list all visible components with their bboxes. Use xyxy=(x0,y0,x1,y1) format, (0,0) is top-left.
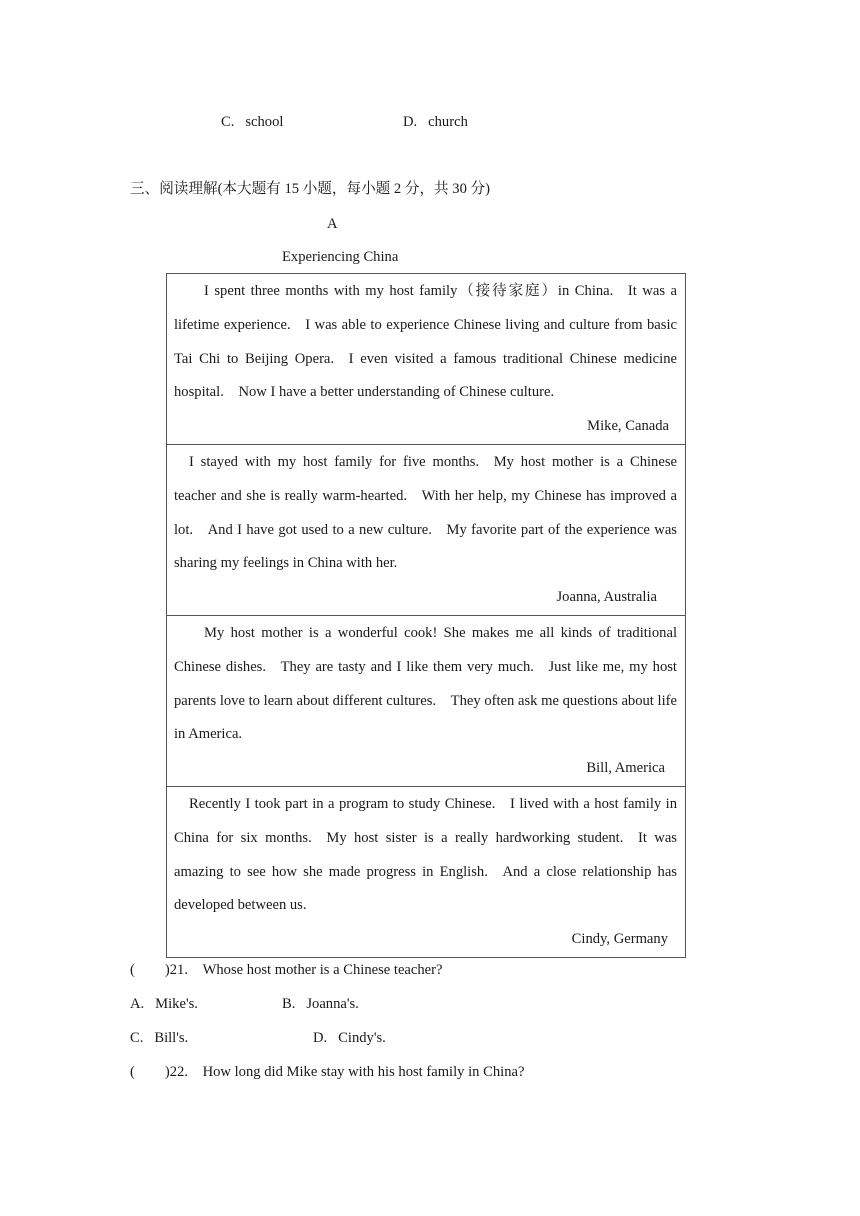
question-text: How long did Mike stay with his host family in China? xyxy=(202,1064,525,1080)
question-number: 22. xyxy=(169,1064,188,1080)
option-letter: C. xyxy=(221,114,235,130)
passage-text: My host mother is a wonderful cook! She makes me all kinds of traditional Chinese dishes. They are tasty and I like them very much. Just like me, my host parents love to learn about different cultures. They often ask me questions about life in America. xyxy=(174,624,677,743)
answer-bracket-open: ( xyxy=(130,1064,135,1080)
option-c xyxy=(130,1029,188,1047)
passage-row xyxy=(167,786,686,957)
passage-label: A xyxy=(327,216,338,232)
option-a xyxy=(130,995,198,1013)
option-b xyxy=(282,995,359,1013)
option-letter: C. xyxy=(130,1030,144,1046)
option-d xyxy=(313,1029,386,1047)
section-heading: 三、阅读理解(本大题有 15 小题，每小题 2 分，共 30 分) xyxy=(130,181,490,197)
option-text: church xyxy=(428,114,468,130)
option-letter: B. xyxy=(282,996,296,1012)
option-c xyxy=(221,113,283,131)
passage-text: I stayed with my host family for five months. My host mother is a Chinese teacher and she is really warm-hearted. With her help, my Chinese has improved a lot. And I have got used to a new culture. My favorite part of the experience was sharing my feelings in China with her. xyxy=(174,453,677,572)
passage-signature: Joanna, Australia xyxy=(556,589,657,606)
question-21 xyxy=(130,961,443,979)
passage-card-cindy xyxy=(167,786,686,957)
passage-row xyxy=(167,274,686,445)
question-text: Whose host mother is a Chinese teacher? xyxy=(202,962,443,978)
question-number: 21. xyxy=(169,962,188,978)
passage-signature: Cindy, Germany xyxy=(571,931,668,948)
option-text: Mike's. xyxy=(155,996,198,1012)
option-letter: D. xyxy=(403,114,418,130)
passage-title: Experiencing China xyxy=(282,249,399,265)
option-text: Bill's. xyxy=(154,1030,189,1046)
passage-card-mike xyxy=(167,274,686,445)
passage-signature: Mike, Canada xyxy=(587,418,669,435)
passage-row xyxy=(167,615,686,786)
option-d xyxy=(403,113,468,131)
option-letter: A. xyxy=(130,996,145,1012)
question-22 xyxy=(130,1063,524,1081)
passage-signature: Bill, America xyxy=(586,760,665,777)
option-text: Cindy's. xyxy=(338,1030,386,1046)
passage-card-joanna xyxy=(167,444,686,615)
passage-table xyxy=(166,273,686,958)
passage-row xyxy=(167,444,686,615)
option-text: school xyxy=(245,114,284,130)
answer-bracket-open: ( xyxy=(130,962,135,978)
option-letter: D. xyxy=(313,1030,328,1046)
passage-text: Recently I took part in a program to study Chinese. I lived with a host family in China for six months. My host sister is a really hardworking student. It was amazing to see how she made progress in English. And a close relationship has developed between us. xyxy=(174,795,677,914)
answer-bracket-close: ) xyxy=(164,1064,170,1080)
passage-text: I spent three months with my host family（接待家庭）in China. It was a lifetime experience. I was able to experience Chinese living and culture from basic Tai Chi to Beijing Opera. I even visited a famous traditional Chinese medicine hospital. Now I have a better understanding of Chinese culture. xyxy=(174,283,677,401)
option-text: Joanna's. xyxy=(306,996,359,1012)
passage-card-bill xyxy=(167,615,686,786)
answer-bracket-close: ) xyxy=(164,962,170,978)
